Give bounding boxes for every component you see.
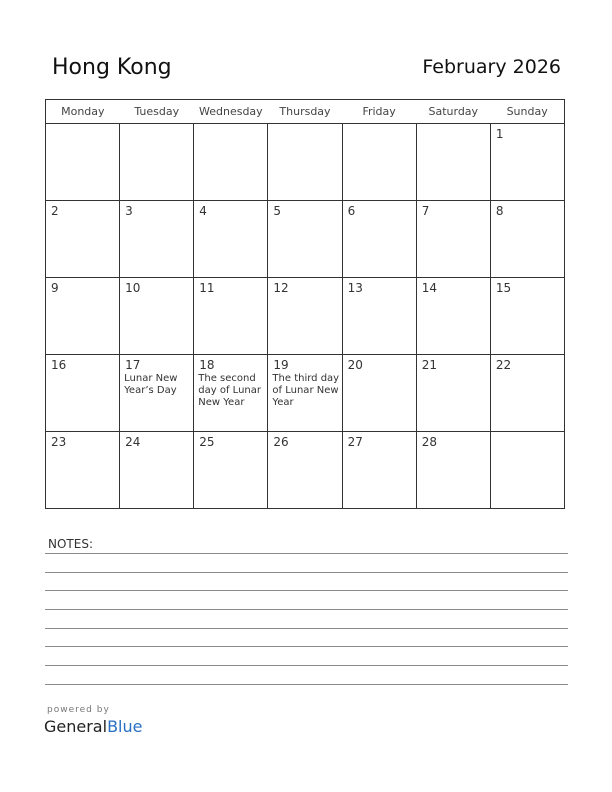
- day-number: [491, 432, 564, 435]
- day-cell: [120, 201, 194, 278]
- week-row: [46, 201, 565, 278]
- day-cell: [268, 355, 342, 432]
- day-number: 16: [51, 358, 67, 372]
- day-cell: [120, 432, 194, 509]
- day-number: 18: [199, 358, 215, 372]
- day-number: 6: [347, 204, 356, 218]
- day-number: 25: [199, 435, 215, 449]
- day-cell: [194, 124, 268, 201]
- week-row: [46, 278, 565, 355]
- day-number: 20: [347, 358, 363, 372]
- day-number: 27: [347, 435, 363, 449]
- note-line: [45, 628, 568, 629]
- day-number: 17: [125, 358, 141, 372]
- day-cell: [194, 432, 268, 509]
- day-number: [417, 124, 490, 127]
- day-number: 21: [421, 358, 437, 372]
- day-cell: [46, 124, 120, 201]
- generalblue-logo: [44, 717, 142, 736]
- note-line: [45, 553, 568, 554]
- day-number: [46, 124, 119, 127]
- day-number: 12: [273, 281, 289, 295]
- day-cell: [46, 355, 120, 432]
- note-line: [45, 590, 568, 591]
- day-cell: [416, 278, 490, 355]
- week-row: [46, 124, 565, 201]
- day-number: 5: [273, 204, 282, 218]
- holiday-label: The second day of Lunar New Year: [198, 373, 261, 408]
- day-cell: [46, 201, 120, 278]
- weekday-header: Thursday: [268, 100, 342, 124]
- weekday-header: Tuesday: [120, 100, 194, 124]
- day-number: 24: [125, 435, 141, 449]
- day-cell: [490, 432, 564, 509]
- day-cell: [268, 201, 342, 278]
- note-line: [45, 684, 568, 685]
- weekday-header: Friday: [342, 100, 416, 124]
- day-cell: [342, 278, 416, 355]
- day-number: 2: [51, 204, 59, 218]
- day-cell: [194, 201, 268, 278]
- month-year-title: February 2026: [422, 56, 561, 78]
- holiday-label: The third day of Lunar New Year: [272, 373, 340, 408]
- note-line: [45, 665, 568, 666]
- day-number: 19: [273, 358, 289, 372]
- day-cell: [194, 278, 268, 355]
- day-cell: [268, 278, 342, 355]
- day-cell: [268, 124, 342, 201]
- day-cell: [490, 278, 564, 355]
- day-number: [268, 124, 341, 127]
- day-number: 1: [495, 127, 504, 141]
- day-number: 28: [421, 435, 437, 449]
- day-number: 26: [273, 435, 289, 449]
- day-cell: [416, 124, 490, 201]
- day-number: 14: [421, 281, 437, 295]
- day-number: 15: [495, 281, 512, 295]
- day-number: 9: [51, 281, 59, 295]
- day-number: 13: [347, 281, 363, 295]
- brand-name-general: General: [44, 717, 108, 736]
- weekday-header: Wednesday: [194, 100, 268, 124]
- weekday-header: Monday: [46, 100, 120, 124]
- day-cell: [342, 355, 416, 432]
- day-cell: [342, 124, 416, 201]
- day-cell: [194, 355, 268, 432]
- day-cell: [490, 124, 564, 201]
- day-number: 8: [495, 204, 504, 218]
- day-cell: [342, 432, 416, 509]
- day-number: [194, 124, 267, 127]
- day-number: 7: [421, 204, 430, 218]
- powered-by-text: powered by: [47, 705, 110, 715]
- holiday-label: Lunar New Year’s Day: [124, 373, 178, 396]
- calendar-grid: [45, 99, 565, 509]
- day-number: 10: [125, 281, 141, 295]
- day-cell: [120, 124, 194, 201]
- weekday-header: Saturday: [416, 100, 490, 124]
- day-number: [120, 124, 193, 127]
- day-cell: [120, 355, 194, 432]
- note-line: [45, 572, 568, 573]
- day-number: [343, 124, 416, 127]
- day-cell: [46, 278, 120, 355]
- day-number: 23: [51, 435, 67, 449]
- day-cell: [490, 355, 564, 432]
- note-line: [45, 646, 568, 647]
- day-cell: [342, 201, 416, 278]
- week-row: [46, 355, 565, 432]
- week-row: [46, 432, 565, 509]
- day-number: 11: [199, 281, 215, 295]
- day-cell: [490, 201, 564, 278]
- day-cell: [120, 278, 194, 355]
- day-cell: [46, 432, 120, 509]
- day-cell: [416, 432, 490, 509]
- day-number: 4: [199, 204, 207, 218]
- day-cell: [416, 201, 490, 278]
- day-number: 3: [125, 204, 133, 218]
- location-title: Hong Kong: [52, 55, 172, 80]
- day-number: 22: [495, 358, 512, 372]
- weekday-header-row: [46, 100, 565, 124]
- brand-name-blue: Blue: [107, 717, 143, 736]
- weekday-header: Sunday: [490, 100, 564, 124]
- day-cell: [268, 432, 342, 509]
- notes-label: NOTES:: [48, 537, 93, 551]
- day-cell: [416, 355, 490, 432]
- note-line: [45, 609, 568, 610]
